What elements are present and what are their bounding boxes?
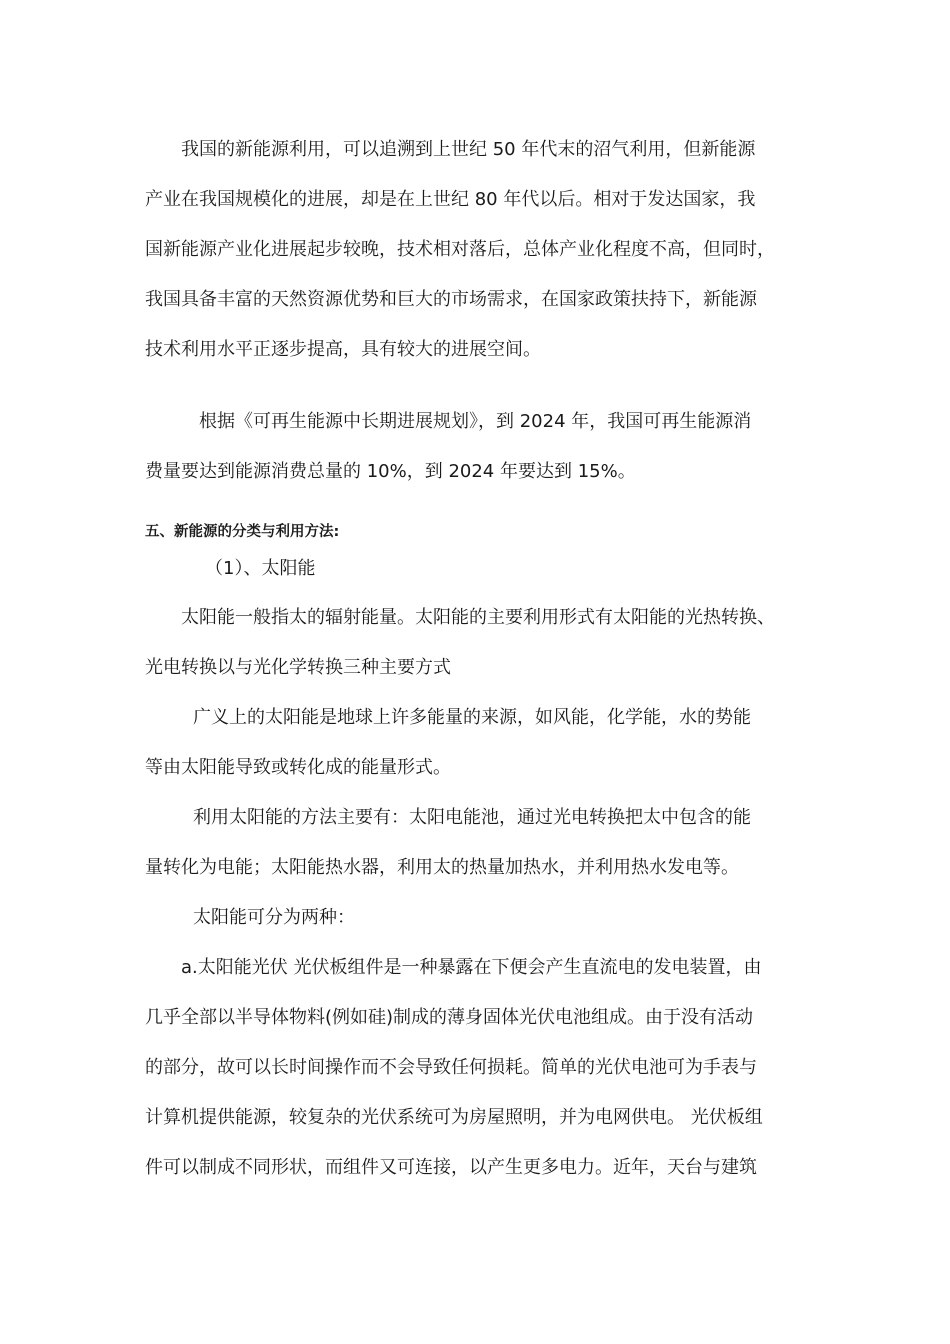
paragraph-4-line-2: 等由太阳能导致或转化成的能量形式。 bbox=[145, 757, 451, 778]
paragraph-1-line-5: 技术利用水平正逐步提高，具有较大的进展空间。 bbox=[145, 339, 541, 360]
paragraph-1-line-1: 我国的新能源利用，可以追溯到上世纪 50 年代末的沼气利用，但新能源 bbox=[181, 139, 756, 160]
paragraph-1-line-2: 产业在我国规模化的进展，却是在上世纪 80 年代以后。相对于发达国家，我 bbox=[145, 189, 756, 210]
paragraph-7-line-5: 件可以制成不同形状，而组件又可连接，以产生更多电力。近年，天台与建筑 bbox=[145, 1157, 757, 1178]
section-heading: 五、新能源的分类与利用方法: bbox=[145, 524, 340, 540]
paragraph-3-line-1: 太阳能一般指太的辐射能量。太阳能的主要利用形式有太阳能的光热转换、 bbox=[181, 607, 775, 628]
paragraph-7-line-1: a.太阳能光伏 光伏板组件是一种暴露在下便会产生直流电的发电装置，由 bbox=[181, 957, 762, 978]
paragraph-7-line-3: 的部分，故可以长时间操作而不会导致任何损耗。简单的光伏电池可为手表与 bbox=[145, 1057, 757, 1078]
paragraph-7-line-2: 几乎全部以半导体物料(例如硅)制成的薄身固体光伏电池组成。由于没有活动 bbox=[145, 1007, 754, 1028]
paragraph-6-line-1: 太阳能可分为两种： bbox=[193, 907, 355, 928]
paragraph-5-line-1: 利用太阳能的方法主要有：太阳电能池，通过光电转换把太中包含的能 bbox=[193, 807, 751, 828]
paragraph-1-line-3: 国新能源产业化进展起步较晚，技术相对落后，总体产业化程度不高，但同时， bbox=[145, 239, 775, 260]
paragraph-2-line-1: 根据《可再生能源中长期进展规划》，到 2024 年，我国可再生能源消 bbox=[199, 411, 752, 432]
paragraph-1-line-4: 我国具备丰富的天然资源优势和巨大的市场需求，在国家政策扶持下，新能源 bbox=[145, 289, 757, 310]
paragraph-3-line-2: 光电转换以与光化学转换三种主要方式 bbox=[145, 657, 451, 678]
subheading-solar: （1）、太阳能 bbox=[205, 558, 316, 579]
paragraph-5-line-2: 量转化为电能；太阳能热水器，利用太的热量加热水，并利用热水发电等。 bbox=[145, 857, 739, 878]
paragraph-7-line-4: 计算机提供能源，较复杂的光伏系统可为房屋照明，并为电网供电。 光伏板组 bbox=[145, 1107, 763, 1128]
paragraph-4-line-1: 广义上的太阳能是地球上许多能量的来源，如风能，化学能，水的势能 bbox=[193, 707, 751, 728]
paragraph-2-line-2: 费量要达到能源消费总量的 10%，到 2024 年要达到 15%。 bbox=[145, 461, 636, 482]
